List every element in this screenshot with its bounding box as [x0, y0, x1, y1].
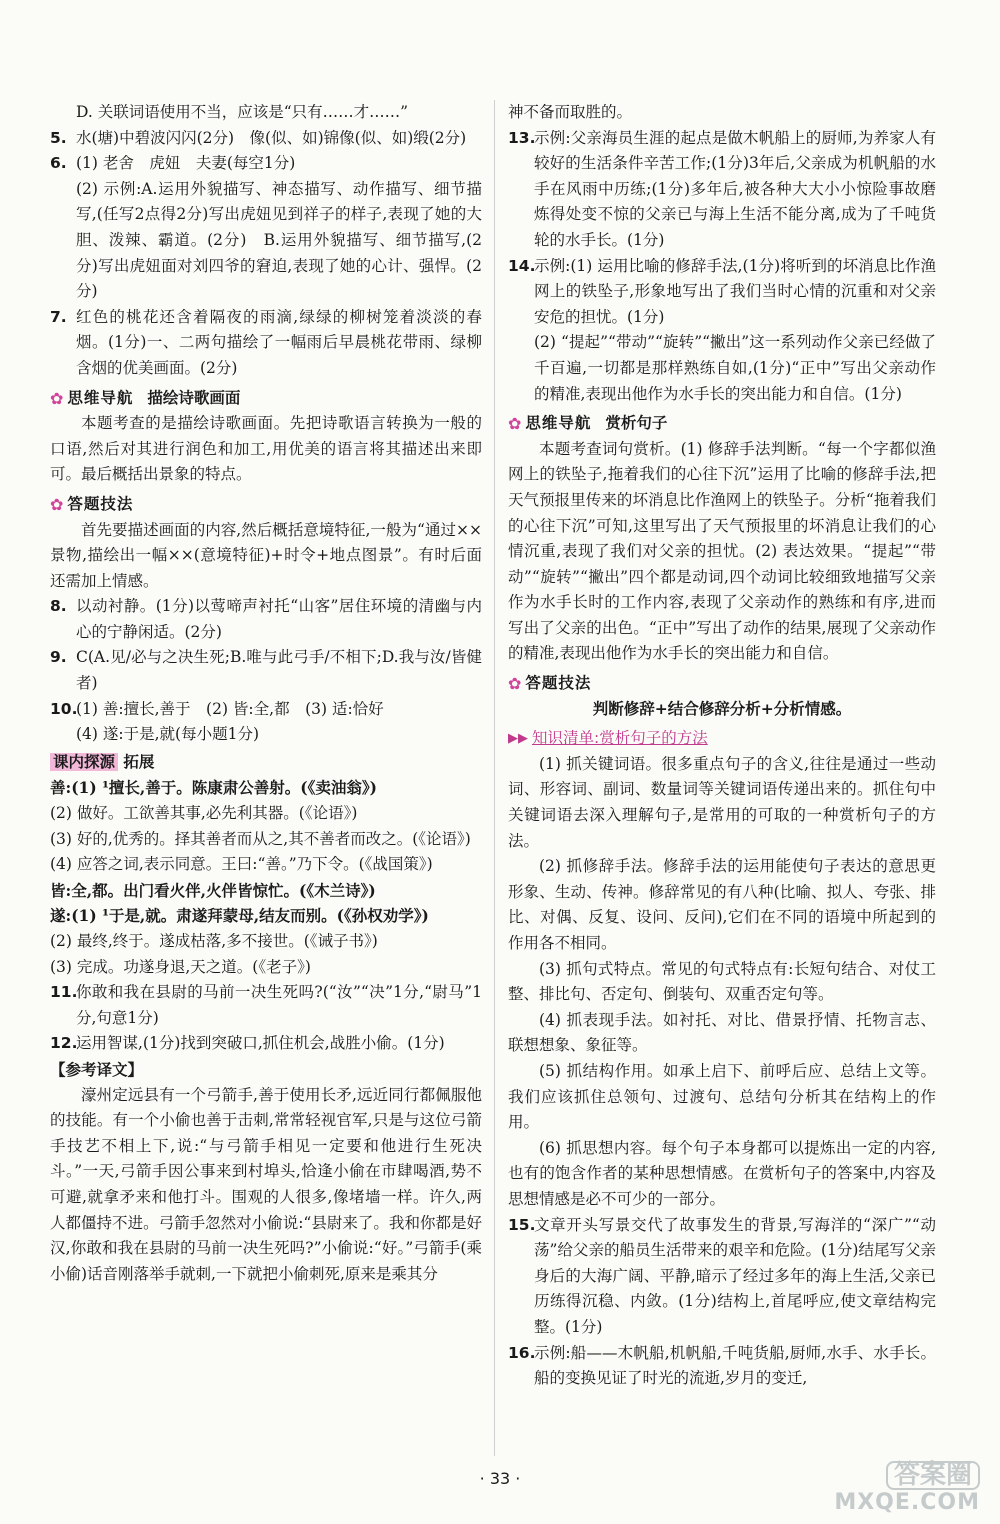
expand-line: (2) 最终,终于。遂成枯落,多不接世。(《诫子书》)	[50, 932, 378, 950]
double-arrow-icon: ▶▶	[508, 731, 528, 747]
thinking-guide-text: 本题考查的是描绘诗歌画面。先把诗歌语言转换为一般的口语,然后对其进行润色和加工,用优美的语言将其描述出来即可。最后概括出景象的特点。	[50, 414, 482, 484]
flower-icon: ✿	[50, 494, 64, 514]
section-label: 思维导航	[67, 388, 134, 407]
answer-text: 你敢和我在县尉的马前一决生死吗?(“汝”“决”1分,“尉马”1分,句意1分)	[76, 983, 482, 1027]
question-number: 8.	[50, 597, 67, 616]
answer-skill-header	[50, 492, 482, 518]
question-number: 15.	[508, 1215, 536, 1234]
expand-header	[50, 750, 482, 776]
expand-line: (2) 做好。工欲善其事,必先利其器。(《论语》)	[50, 804, 358, 823]
reference-translation	[50, 1057, 482, 1287]
question-number: 14.	[508, 256, 536, 275]
answer-part-1: 示例:(1) 运用比喻的修辞手法,(1分)将听到的坏消息比作渔网上的铁坠子,形象地写出了我们当时心情的沉重和对父亲安危的担忧。(1分)	[534, 256, 936, 326]
question-9	[50, 645, 482, 696]
question-7	[50, 305, 482, 382]
question-number: 6.	[50, 154, 67, 173]
expand-line: 皆:全,都。出门看火伴,火伴皆惊忙。(《木兰诗》)	[50, 880, 376, 900]
question-13	[508, 126, 936, 254]
answer-text: 红色的桃花还含着隔夜的雨滴,绿绿的柳树笼着淡淡的春烟。(1分)一、二两句描绘了一幅雨后早晨桃花带雨、绿柳含烟的优美画面。(2分)	[76, 307, 482, 377]
expand-line: 遂:(1) ¹于是,就。肃遂拜蒙母,结友而别。(《孙权劝学》)	[50, 906, 429, 926]
answer-skill-header	[508, 671, 936, 697]
continued-text: 神不备而取胜的。	[508, 103, 633, 121]
answer-text: 示例:父亲海员生涯的起点是做木帆船上的厨师,为养家人有较好的生活条件辛苦工作;(1分)3年后,父亲成为机帆船的水手在风雨中历练;(1分)多年后,被各种大大小小惊险事故磨炼得处变不惊的父亲已与海上生活不能分离,成为了千吨货轮的水手长。(1分)	[534, 128, 936, 249]
section-title: 描绘诗歌画面	[147, 388, 241, 407]
knowledge-item: (6) 抓思想内容。每个句子本身都可以提炼出一定的内容,也有的饱含作者的某种思想情感。在赏析句子的答案中,内容及思想情感是必不可少的一部分。	[508, 1138, 936, 1208]
answer-text: 文章开头写景交代了故事发生的背景,写海洋的“深广”“动荡”给父亲的船员生活带来的艰辛和危险。(1分)结尾写父亲身后的大海广阔、平静,暗示了经过多年的海上生活,父亲已历练得沉稳、内敛。(1分)结构上,首尾呼应,使文章结构完整。(1分)	[534, 1215, 936, 1336]
column-divider	[494, 100, 495, 1456]
answer-skill-text: 首先要描述画面的内容,然后概括意境特征,一般为“通过××景物,描绘出一幅××(意境特征)+时令+地点图景”。有时后面还需加上情感。	[50, 520, 482, 590]
question-number: 11.	[50, 983, 78, 1002]
answer-part-1: (1) 老舍 虎妞 夫妻(每空1分)	[76, 154, 296, 173]
section-title: 赏析句子	[605, 414, 668, 433]
translation-text: 濠州定远县有一个弓箭手,善于使用长矛,远近同行都佩服他的技能。有一个小偷也善于击刺,常常轻视官军,只是与这位弓箭手技艺不相上下,说:“与弓箭手相见一定要和他进行生死决斗。”一天,弓箭手因公事来到村埠头,恰逢小偷在市肆喝酒,势不可避,就拿矛来和他打斗。围观的人很多,像堵墙一样。许久,两人都僵持不进。弓箭手忽然对小偷说:“县尉来了。我和你都是好汉,你敢和我在县尉的马前一决生死吗?”小偷说:“好。”弓箭手(乘小偷)话音刚落举手就刺,一下就把小偷刺死,原来是乘其分	[50, 1085, 482, 1283]
expand-line: 善:(1) ¹擅长,善于。陈康肃公善射。(《卖油翁》)	[50, 778, 377, 798]
expand-line: (3) 好的,优秀的。择其善者而从之,其不善者而改之。(《论语》)	[50, 829, 471, 848]
flower-icon: ✿	[508, 674, 522, 694]
flower-icon: ✿	[508, 414, 522, 434]
answer-text: 运用智谋,(1分)找到突破口,抓住机会,战胜小偷。(1分)	[76, 1034, 445, 1053]
right-column	[508, 100, 936, 1392]
thinking-guide-header	[508, 411, 936, 437]
knowledge-item: (2) 抓修辞手法。修辞手法的运用能使句子表达的意思更形象、生动、传神。修辞常见的有八种(比喻、拟人、夸张、排比、对偶、反复、设问、反问),它们在不同的语境中所起到的作用各不相同。	[508, 857, 936, 952]
answer-part-2: (2) 示例:A.运用外貌描写、神态描写、动作描写、细节描写,(任写2点得2分)写出虎妞见到祥子的样子,表现了她的大胆、泼辣、霸道。(2分) B.运用外貌描写、细节描写,(2分)写出虎妞面对刘四爷的窘迫,表现了她的心计、强悍。(2分)	[76, 179, 482, 301]
knowledge-item: (1) 抓关键词语。很多重点句子的含义,往往是通过一些动词、形容词、副词、数量词等关键词语传递出来的。抓住句中关键词语去深入理解句子,是常用的可取的一种赏析句子的方法。	[508, 754, 936, 850]
translation-header: 【参考译文】	[50, 1059, 144, 1079]
answer-part-2: (2) “提起”“带动”“旋转”“撇出”这一系列动作父亲已经做了千百遍,一切都是那样熟练自如,(1分)“正中”写出父亲动作的精准,表现出他作为水手长的突出能力和自信。(1分)	[534, 333, 936, 403]
knowledge-item: (3) 抓句式特点。常见的句式特点有:长短句结合、对仗工整、排比句、否定句、倒装句、双重否定句等。	[508, 959, 936, 1004]
knowledge-item: (5) 抓结构作用。如承上启下、前呼后应、总结上文等。我们应该抓住总领句、过渡句、总结句分析其在结构上的作用。	[508, 1061, 936, 1132]
question-8	[50, 594, 482, 645]
section-label: 思维导航	[525, 414, 592, 433]
question-11	[50, 980, 482, 1031]
expand-line: (4) 应答之词,表示同意。王曰:“善。”乃下令。(《战国策》)	[50, 855, 433, 874]
answer-text: C(A.见/必与之决生死;B.唯与此弓手/不相下;D.我与汝/皆健者)	[76, 648, 482, 693]
question-number: 13.	[508, 128, 536, 147]
page-number: · 33 ·	[479, 1469, 521, 1488]
question-12	[50, 1031, 482, 1057]
question-10	[50, 697, 482, 748]
knowledge-list-header	[508, 726, 936, 752]
question-6	[50, 151, 482, 305]
question-16	[508, 1341, 936, 1392]
thinking-guide-text: 本题考查词句赏析。(1) 修辞手法判断。“每一个字都似渔网上的铁坠子,拖着我们的心往下沉”运用了比喻的修辞手法,把天气预报里传来的坏消息比作渔网上的铁坠子。分析“拖着我们的心往下沉”可知,这里写出了天气预报里的坏消息让我们的心情沉重,表现了我们对父亲的担忧。(2) 表达效果。“提起”“带动”“旋转”“撇出”四个都是动词,四个动词比较细致地描写父亲作为水手长时的工作内容,表现了父亲动作的熟练和有序,进而写出了父亲的出色。“正中”写出了动作的结果,展现了父亲动作的精准,表现出他作为水手长的突出能力和自信。	[508, 439, 936, 663]
answer-part-2: (4) 遂:于是,就(每小题1分)	[76, 725, 259, 744]
answer-text: 水(塘)中碧波闪闪(2分) 像(似、如)锦像(似、如)缎(2分)	[76, 128, 467, 147]
knowledge-item: (4) 抓表现手法。如衬托、对比、借景抒情、托物言志、联想想象、象征等。	[508, 1010, 936, 1055]
question-number: 10.	[50, 699, 78, 718]
knowledge-list	[508, 752, 936, 1213]
knowledge-list-title: 知识清单:赏析句子的方法	[532, 729, 708, 748]
expand-tag: 课内探源	[50, 753, 118, 771]
q4-option-d: D. 关联词语使用不当，应该是“只有……才……”	[76, 103, 409, 121]
answer-skill-text: 判断修辞+结合修辞分析+分析情感。	[592, 699, 852, 718]
answer-part-1: (1) 善:擅长,善于 (2) 皆:全,都 (3) 适:恰好	[76, 699, 384, 718]
question-5	[50, 126, 482, 152]
question-14	[508, 254, 936, 408]
section-label: 答题技法	[67, 494, 134, 513]
flower-icon: ✿	[50, 388, 64, 408]
watermark-site: MXQE.COM	[834, 1490, 980, 1516]
question-number: 7.	[50, 307, 67, 326]
answer-text: 以动衬静。(1分)以莺啼声衬托“山客”居住环境的清幽与内心的宁静闲适。(2分)	[76, 597, 482, 641]
answer-text: 示例:船——木帆船,机帆船,千吨货船,厨师,水手、水手长。船的变换见证了时光的流逝,岁月的变迁,	[534, 1343, 936, 1388]
section-label: 答题技法	[525, 674, 592, 693]
watermark	[834, 1461, 980, 1516]
expand-line: (3) 完成。功遂身退,天之道。(《老子》)	[50, 957, 311, 976]
expand-content	[50, 775, 482, 980]
question-number: 12.	[50, 1034, 78, 1053]
expand-title: 拓展	[123, 752, 155, 771]
left-column	[50, 100, 482, 1287]
question-number: 5.	[50, 128, 67, 147]
watermark-logo: 答案圈	[886, 1461, 980, 1491]
question-number: 9.	[50, 648, 67, 667]
question-number: 16.	[508, 1343, 536, 1362]
thinking-guide-header	[50, 386, 482, 412]
question-15	[508, 1213, 936, 1341]
